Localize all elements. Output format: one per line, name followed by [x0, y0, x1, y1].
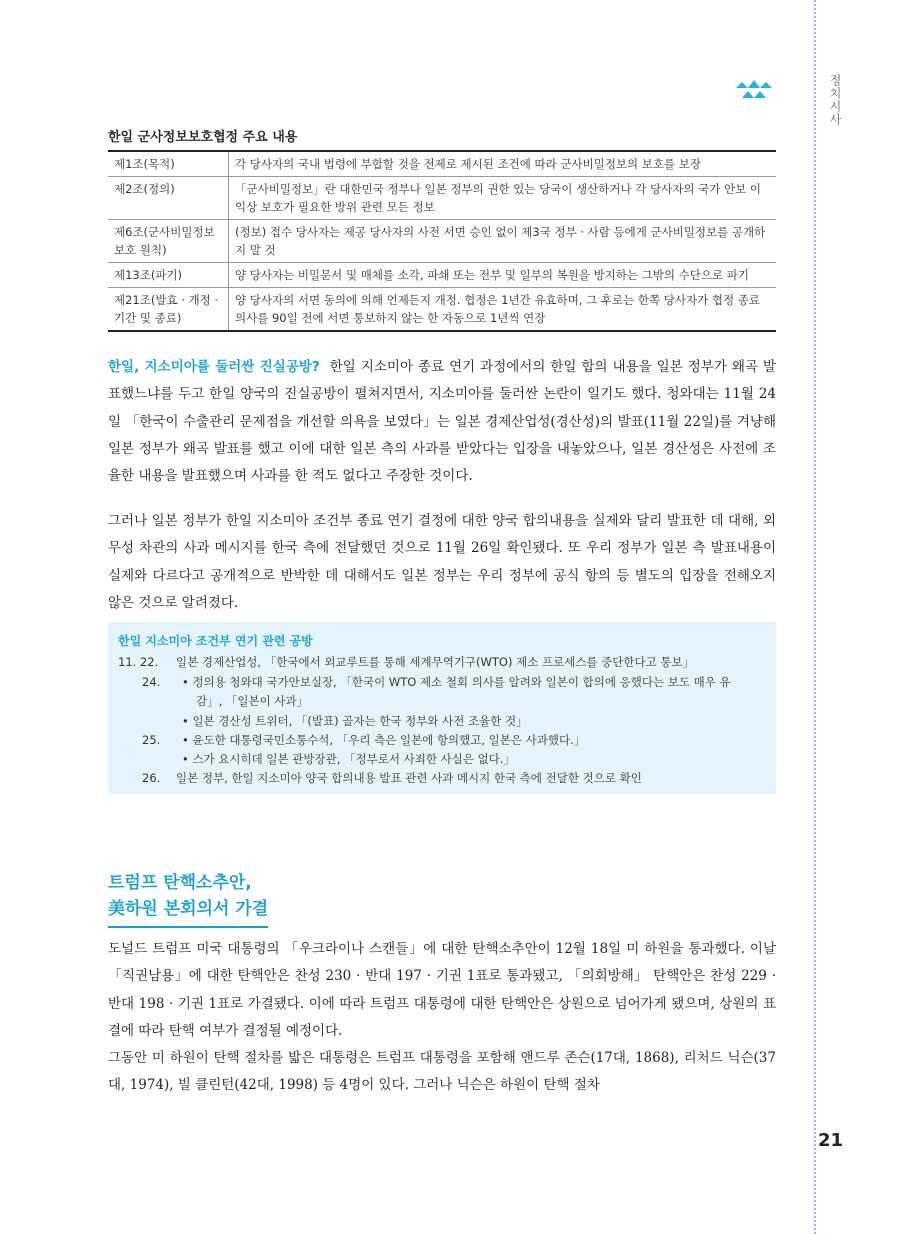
table-value-cell: 양 당사자는 비밀문서 및 매체를 소각, 파쇄 또는 전부 및 일부의 복원을 방지하는 그밖의 수단으로 파기 — [229, 263, 777, 288]
table-row — [108, 220, 776, 263]
timeline-text: • 정의용 청와대 국가안보실장, 「한국이 WTO 제소 철회 의사를 알려와 일본이 합의에 응했다는 보도 매우 유 — [182, 675, 731, 689]
article-lead: 한일, 지소미아를 둘러싼 진실공방? — [108, 359, 320, 375]
table-row — [108, 177, 776, 220]
timeline-text: 일본 경제산업성, 「한국에서 외교루트를 통해 세계무역기구(WTO) 제소 프로세스를 중단한다고 통보」 — [176, 655, 695, 669]
table-key-cell: 제2조(정의) — [108, 177, 229, 220]
timeline-box — [108, 622, 776, 794]
page-number: 21 — [818, 1130, 844, 1151]
timeline-date: 25. — [142, 733, 161, 747]
section-label: 정치시사 — [828, 74, 842, 126]
section-title-line: 美하원 본회의서 가결 — [108, 899, 269, 919]
margin-dotted-rule — [814, 0, 816, 1234]
timeline-text: • 일본 경산성 트위터, 「(발표) 골자는 한국 정부와 사전 조율한 것」 — [182, 714, 528, 728]
treaty-table — [108, 150, 776, 332]
article-paragraph — [108, 354, 776, 490]
table-row — [108, 263, 776, 288]
table-key-cell: 제13조(파기) — [108, 263, 229, 288]
timeline-text: • 스가 요시히데 일본 관방장관, 「정부로서 사죄한 사실은 없다.」 — [182, 752, 515, 766]
article-text: 한일 지소미아 종료 연기 과정에서의 한일 합의 내용을 일본 정부가 왜곡 발표했느냐를 두고 한일 양국의 진실공방이 펼쳐지면서, 지소미아를 둘러싼 논란이 일기도 했다. 청와대는 11월 24일 「한국이 수출관리 문제점을 개선할 의욕을 보였다」는 일본 경제산업성(경산성)의 발표(11월 22일)를 겨냥해 일본 정부가 왜곡 발표를 했고 이에 대한 일본 측의 사과를 받았다는 입장을 내놓았으나, 일본 경산성은 사전에 조율한 내용을 발표했으며 사과를 한 적도 없다고 주장한 것이다. — [108, 359, 776, 485]
section-underline — [108, 926, 268, 928]
section-title-line: 트럼프 탄핵소추안, — [108, 873, 252, 893]
table-row — [108, 151, 776, 177]
timeline-date: 26. — [142, 771, 161, 785]
table-key-cell: 제21조(발효 · 개정 · 기간 및 종료) — [108, 288, 229, 332]
table-value-cell: 양 당사자의 서면 동의에 의해 언제든지 개정. 협정은 1년간 유효하며, 그 후로는 한쪽 당사자가 협정 종료 의사를 90일 전에 서면 통보하지 않는 한 자동으로 1년씩 연장 — [229, 288, 777, 332]
chevron-cluster-icon — [734, 76, 774, 100]
table-value-cell: (정보) 접수 당사자는 제공 당사자의 사전 서면 승인 없이 제3국 정부 · 사람 등에게 군사비밀정보를 공개하지 말 것 — [229, 220, 777, 263]
table-value-cell: 「군사비밀정보」란 대한민국 정부나 일본 정부의 권한 있는 당국이 생산하거나 각 당사자의 국가 안보 이익상 보호가 필요한 방위 관련 모든 정보 — [229, 177, 777, 220]
timeline-date: 11. 22. — [118, 655, 159, 669]
section-title — [108, 870, 268, 922]
timeline-date: 24. — [142, 675, 161, 689]
table-row — [108, 288, 776, 332]
table-key-cell: 제6조(군사비밀정보 보호 원칙) — [108, 220, 229, 263]
table-value-cell: 각 당사자의 국내 법령에 부합할 것을 전제로 제시된 조건에 따라 군사비밀정보의 보호를 보장 — [229, 151, 777, 177]
timeline-text: • 윤도한 대통령국민소통수석, 「우리 측은 일본에 항의했고, 일본은 사과했다.」 — [182, 733, 586, 747]
section-paragraph: 그동안 미 하원이 탄핵 절차를 밟은 대통령은 트럼프 대통령을 포함해 앤드루 존슨(17대, 1868), 리처드 닉슨(37대, 1974), 빌 클린턴(42대, 1998) 등 4명이 있다. 그러나 닉슨은 하원이 탄핵 절차 — [108, 1050, 776, 1094]
section-paragraph: 도널드 트럼프 미국 대통령의 「우크라이나 스캔들」에 대한 탄핵소추안이 12월 18일 미 하원을 통과했다. 이날 「직권남용」에 대한 탄핵안은 찬성 230 · 반대 197 · 기권 1표로 통과됐고, 「의회방해」 탄핵안은 찬성 229 · 반대 198 · 기권 1표로 가결됐다. 이에 따라 트럼프 대통령에 대한 탄핵안은 상원으로 넘어가게 됐으며, 상원의 표결에 따라 탄핵 여부가 결정될 예정이다. — [108, 941, 776, 1039]
table-title: 한일 군사정보보호협정 주요 내용 — [108, 130, 298, 145]
timeline-title: 한일 지소미아 조건부 연기 관련 공방 — [118, 634, 313, 648]
timeline-text: 일본 정부, 한일 지소미아 양국 합의내용 발표 관련 사과 메시지 한국 측에 전달한 것으로 확인 — [176, 771, 642, 785]
timeline-text: 감」, 「일본이 사과」 — [196, 694, 309, 708]
table-key-cell: 제1조(목적) — [108, 151, 229, 177]
article-paragraph: 그러나 일본 정부가 한일 지소미아 조건부 종료 연기 결정에 대한 양국 합의내용을 실제와 달리 발표한 데 대해, 외무성 차관의 사과 메시지를 한국 측에 전달했던 것으로 11월 26일 확인됐다. 또 우리 정부가 일본 측 발표내용이 실제와 다르다고 공개적으로 반박한 데 대해서도 일본 정부는 우리 정부에 공식 항의 등 별도의 입장을 전해오지 않은 것으로 알려졌다. — [108, 513, 776, 611]
